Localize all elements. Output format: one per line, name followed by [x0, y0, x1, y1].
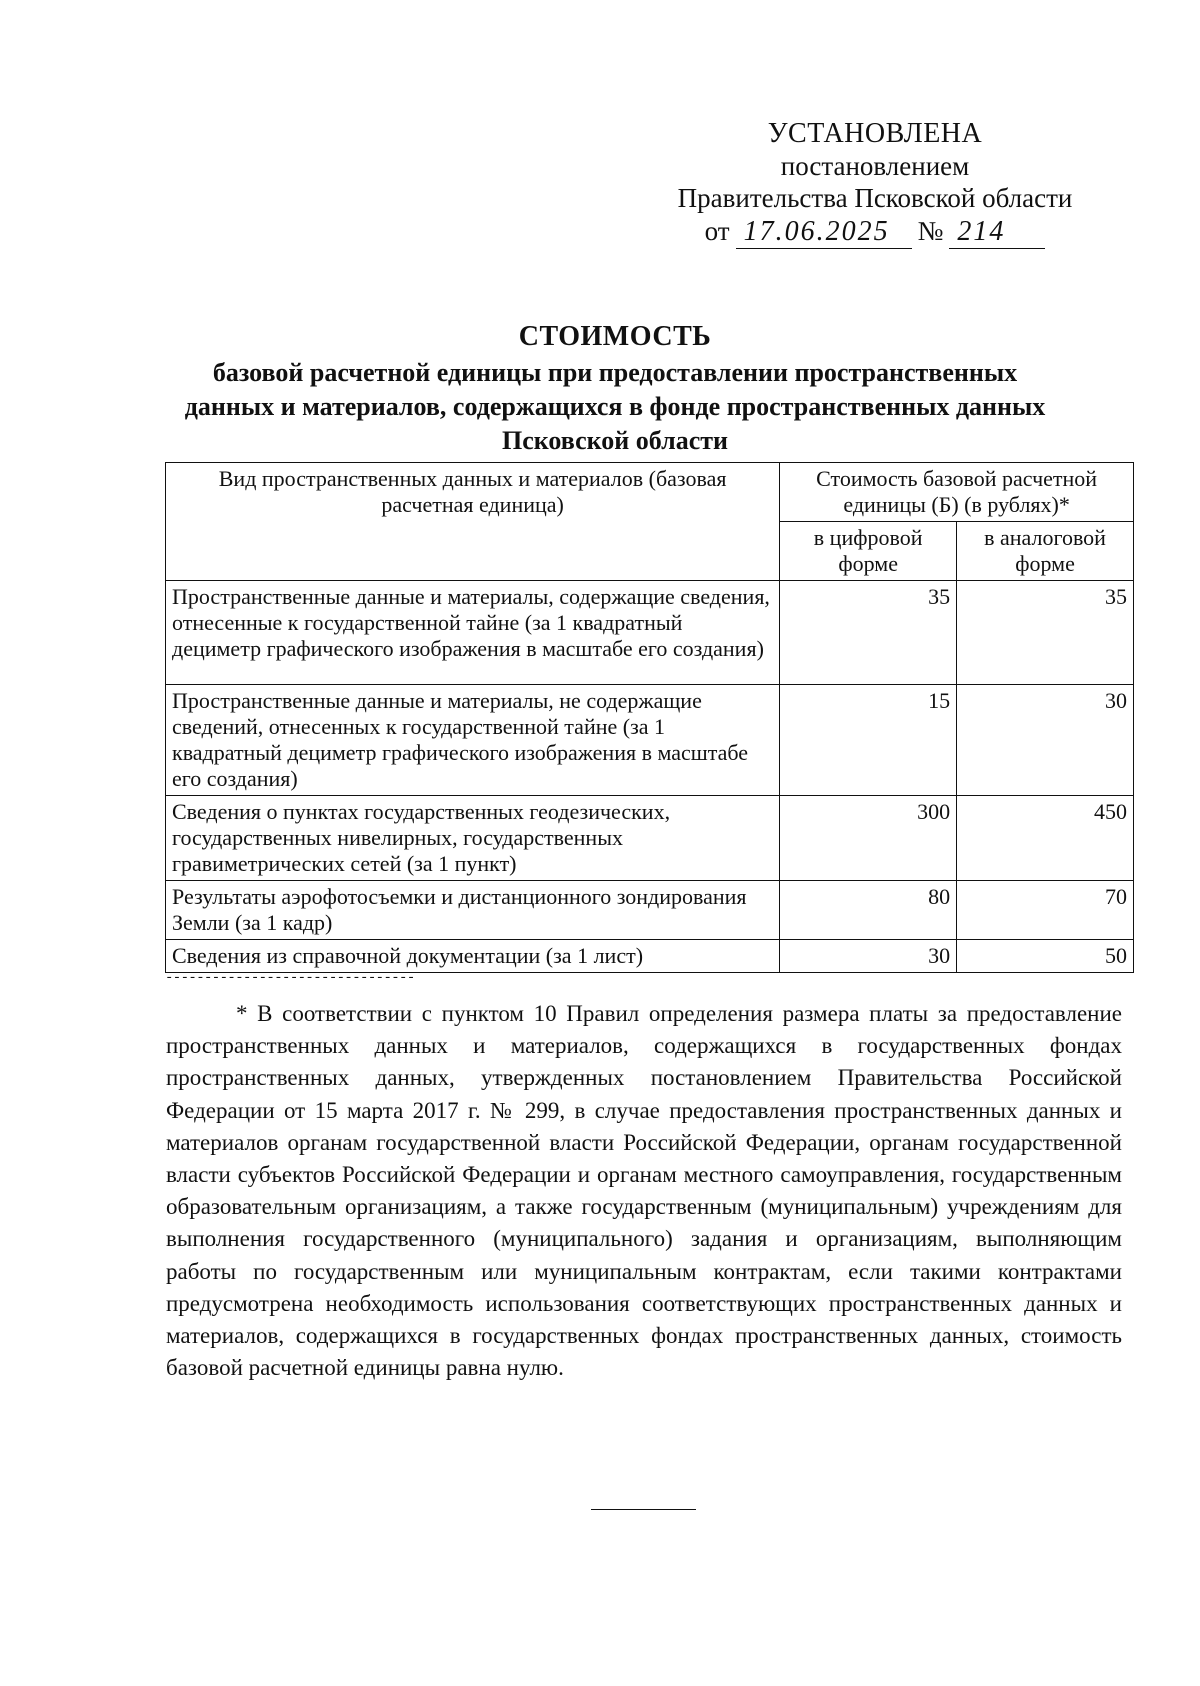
table-row [166, 796, 1134, 881]
end-of-document-line [591, 1509, 696, 1510]
row-name: Сведения из справочной документации (за 1 лист) [166, 940, 780, 973]
approval-heading: УСТАНОВЛЕНА [767, 118, 983, 149]
row-digital-cost: 15 [780, 685, 957, 796]
row-digital-cost: 30 [780, 940, 957, 973]
table-row [166, 685, 1134, 796]
approval-line-resolution: постановлением [780, 151, 970, 181]
number-sign: № [917, 216, 944, 246]
approval-stamp-block [640, 118, 1110, 249]
row-name: Результаты аэрофотосъемки и дистанционного зондирования Земли (за 1 кадр) [166, 881, 780, 940]
header-data-type: Вид пространственных данных и материалов (базовая расчетная единица) [166, 463, 780, 581]
row-digital-cost: 35 [780, 581, 957, 685]
approval-line-government: Правительства Псковской области [677, 183, 1073, 213]
table-row [166, 881, 1134, 940]
table-header-row [166, 463, 1134, 522]
header-digital: в цифровой форме [780, 522, 957, 581]
row-name: Пространственные данные и материалы, содержащие сведения, отнесенные к государственной тайне (за 1 квадратный дециметр графического изображения в масштабе его создания) [166, 581, 780, 685]
row-digital-cost: 80 [780, 881, 957, 940]
table-row [166, 940, 1134, 973]
title-subtitle-line-2: данных и материалов, содержащихся в фонде пространственных данных [184, 392, 1046, 421]
handwritten-date: 17.06.2025 [736, 216, 912, 249]
document-title [150, 320, 1080, 458]
row-name: Сведения о пунктах государственных геодезических, государственных нивелирных, государственных гравиметрических сетей (за 1 пункт) [166, 796, 780, 881]
footnote [166, 998, 1122, 1384]
table-row [166, 581, 1134, 685]
footnote-separator: -------------------------------- [165, 970, 415, 986]
row-digital-cost: 300 [780, 796, 957, 881]
row-analog-cost: 50 [957, 940, 1134, 973]
row-analog-cost: 70 [957, 881, 1134, 940]
from-label: от [704, 216, 730, 246]
title-subtitle-line-1: базовой расчетной единицы при предоставлении пространственных [212, 358, 1018, 387]
row-analog-cost: 450 [957, 796, 1134, 881]
cost-table [165, 462, 1134, 973]
row-name: Пространственные данные и материалы, не содержащие сведений, отнесенных к государственной тайне (за 1 квадратный дециметр графического изображения в масштабе его создания) [166, 685, 780, 796]
title-main: СТОИМОСТЬ [518, 321, 712, 352]
footnote-text: * В соответствии с пунктом 10 Правил определения размера платы за предоставление пространственных данных и материалов, содержащихся в государственных фондах пространственных данных, утвержденных постановлением Правительства Российской Федерации от 15 марта 2017 г. № 299, в случае предоставления пространственных данных и материалов органам государственной власти Российской Федерации, органам государственной власти субъектов Российской Федерации и органам местного самоуправления, государственным образовательным организациям, а также государственным (муниципальным) учреждениям для выполнения государственного (муниципального) задания и организациям, выполняющим работы по государственным или муниципальным контрактам, если такими контрактами предусмотрена необходимость использования соответствующих пространственных данных и материалов, содержащихся в государственных фондах пространственных данных, стоимость базовой расчетной единицы равна нулю. [166, 1001, 1122, 1381]
header-cost: Стоимость базовой расчетной единицы (Б) (в рублях)* [780, 463, 1134, 522]
header-analog: в аналоговой форме [957, 522, 1134, 581]
title-subtitle-line-3: Псковской области [501, 426, 728, 455]
handwritten-number: 214 [949, 216, 1045, 249]
row-analog-cost: 35 [957, 581, 1134, 685]
row-analog-cost: 30 [957, 685, 1134, 796]
approval-date-number-line [640, 215, 1110, 249]
